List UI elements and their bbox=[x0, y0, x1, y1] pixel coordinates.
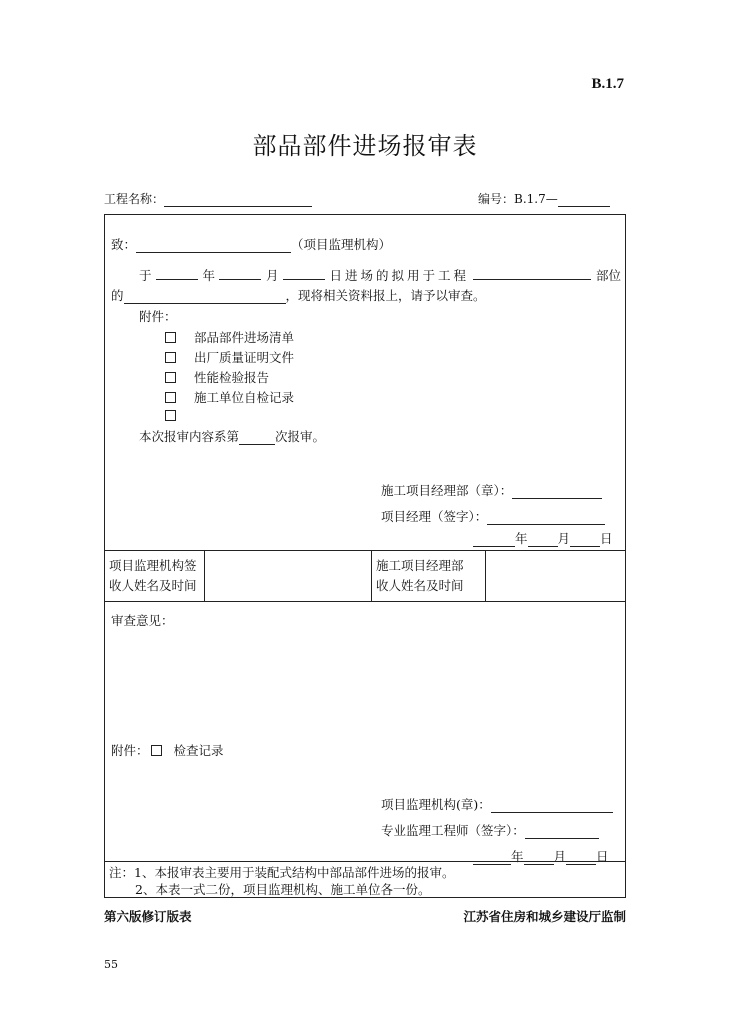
entry-date-line bbox=[139, 266, 621, 284]
page-title: 部品部件进场报审表 bbox=[252, 132, 478, 160]
supervisor-receipt-field[interactable] bbox=[205, 551, 370, 601]
submission-text: ，现将相关资料报上，请予以审查。 bbox=[285, 288, 486, 303]
date-year-text: 年 bbox=[511, 849, 524, 864]
checkbox[interactable] bbox=[165, 332, 176, 343]
attachment-item[interactable] bbox=[165, 368, 269, 386]
engineer-signature-line bbox=[381, 821, 599, 839]
times-suffix: 次报审。 bbox=[275, 429, 326, 444]
org-seal-blank[interactable] bbox=[491, 799, 613, 813]
date-year-text: 年 bbox=[515, 531, 528, 546]
attachments-label: 附件： bbox=[139, 309, 177, 324]
date-year-blank[interactable] bbox=[473, 851, 511, 865]
review-date-line bbox=[473, 847, 609, 865]
attachment-label: 出厂质量证明文件 bbox=[194, 350, 295, 365]
contractor-receipt-field[interactable] bbox=[486, 551, 625, 601]
review-attachment-label: 附件： bbox=[111, 743, 149, 758]
date-day-blank[interactable] bbox=[566, 851, 596, 865]
supervisor-label-line: 收人姓名及时间 bbox=[109, 578, 197, 593]
de-text: 的 bbox=[111, 288, 124, 303]
attachment-label: 部品部件进场清单 bbox=[194, 330, 295, 345]
request-date-line bbox=[473, 529, 613, 547]
date-month-blank[interactable] bbox=[528, 533, 558, 547]
dept-seal-blank[interactable] bbox=[512, 485, 602, 499]
times-blank[interactable] bbox=[239, 431, 275, 445]
month-text: 月 bbox=[265, 268, 279, 283]
footer-issuer: 江苏省住房和城乡建设厅监制 bbox=[463, 909, 626, 924]
dept-label: 施工项目经理部（章）： bbox=[381, 483, 513, 498]
times-prefix: 本次报审内容系第 bbox=[139, 429, 240, 444]
project-part-blank[interactable] bbox=[473, 266, 591, 280]
project-name-label: 工程名称： bbox=[104, 192, 165, 206]
review-attachment[interactable] bbox=[111, 741, 224, 759]
review-attachment-item: 检查记录 bbox=[173, 743, 224, 758]
engineer-label: 专业监理工程师（签字）： bbox=[381, 823, 525, 838]
note-2: 2、本表一式二份，项目监理机构、施工单位各一份。 bbox=[135, 882, 431, 897]
addressee-line bbox=[111, 235, 391, 253]
divider bbox=[105, 601, 625, 602]
project-name-blank[interactable] bbox=[164, 193, 312, 207]
manager-signature-blank[interactable] bbox=[487, 511, 605, 525]
footer-edition: 第六版修订版表 bbox=[104, 909, 192, 924]
contractor-label-line: 收人姓名及时间 bbox=[376, 578, 464, 593]
manager-label: 项目经理（签字）： bbox=[381, 509, 488, 524]
attachment-item[interactable] bbox=[165, 408, 194, 423]
attachment-item[interactable] bbox=[165, 328, 294, 346]
day-text: 日进场的拟用于工程 bbox=[329, 268, 469, 283]
form-table bbox=[104, 214, 626, 898]
attachment-item[interactable] bbox=[165, 388, 294, 406]
form-number-field[interactable] bbox=[478, 190, 610, 207]
engineer-signature-blank[interactable] bbox=[525, 825, 599, 839]
checkbox[interactable] bbox=[151, 745, 162, 756]
date-day-text: 日 bbox=[596, 849, 609, 864]
attachment-item[interactable] bbox=[165, 348, 294, 366]
supervisor-label-line: 项目监理机构签 bbox=[109, 558, 197, 573]
date-month-text: 月 bbox=[553, 849, 567, 864]
review-opinion-label: 审查意见： bbox=[111, 613, 174, 628]
submission-count-line bbox=[139, 427, 325, 445]
submission-line bbox=[111, 286, 486, 304]
part-detail-blank[interactable] bbox=[124, 290, 286, 304]
note-1: 注：1、本报审表主要用于装配式结构中部品部件进场的报审。 bbox=[109, 865, 455, 880]
contractor-dept-line bbox=[381, 481, 602, 499]
entry-day-blank[interactable] bbox=[283, 266, 325, 280]
contractor-label-line: 施工项目经理部 bbox=[376, 558, 464, 573]
to-suffix: （项目监理机构） bbox=[291, 237, 392, 252]
contractor-receipt-label bbox=[376, 556, 464, 596]
to-label: 致： bbox=[111, 237, 137, 252]
date-day-text: 日 bbox=[600, 531, 613, 546]
entry-year-blank[interactable] bbox=[156, 266, 198, 280]
org-label: 项目监理机构(章)： bbox=[381, 797, 491, 812]
attachment-label: 性能检验报告 bbox=[194, 370, 270, 385]
checkbox[interactable] bbox=[165, 372, 176, 383]
checkbox[interactable] bbox=[165, 392, 176, 403]
checkbox[interactable] bbox=[165, 352, 176, 363]
divider bbox=[105, 861, 625, 862]
supervisor-org-line bbox=[381, 795, 613, 813]
form-number-label: 编号：B.1.7— bbox=[478, 192, 558, 206]
date-month-blank[interactable] bbox=[524, 851, 554, 865]
date-month-text: 月 bbox=[557, 531, 571, 546]
form-code: B.1.7 bbox=[591, 76, 624, 92]
addressee-blank[interactable] bbox=[136, 239, 291, 253]
review-opinion-field[interactable] bbox=[111, 631, 619, 731]
divider bbox=[371, 550, 372, 601]
entry-month-blank[interactable] bbox=[219, 266, 261, 280]
form-number-blank[interactable] bbox=[558, 193, 610, 207]
checkbox[interactable] bbox=[165, 410, 176, 421]
year-text: 年 bbox=[202, 268, 215, 283]
project-name-field[interactable] bbox=[104, 190, 312, 207]
part-text: 部位 bbox=[595, 268, 621, 283]
yu-text: 于 bbox=[139, 268, 152, 283]
date-year-blank[interactable] bbox=[473, 533, 515, 547]
page-number: 55 bbox=[104, 958, 118, 971]
attachment-label: 施工单位自检记录 bbox=[194, 390, 295, 405]
manager-signature-line bbox=[381, 507, 605, 525]
date-day-blank[interactable] bbox=[570, 533, 600, 547]
supervisor-receipt-label bbox=[109, 556, 197, 596]
